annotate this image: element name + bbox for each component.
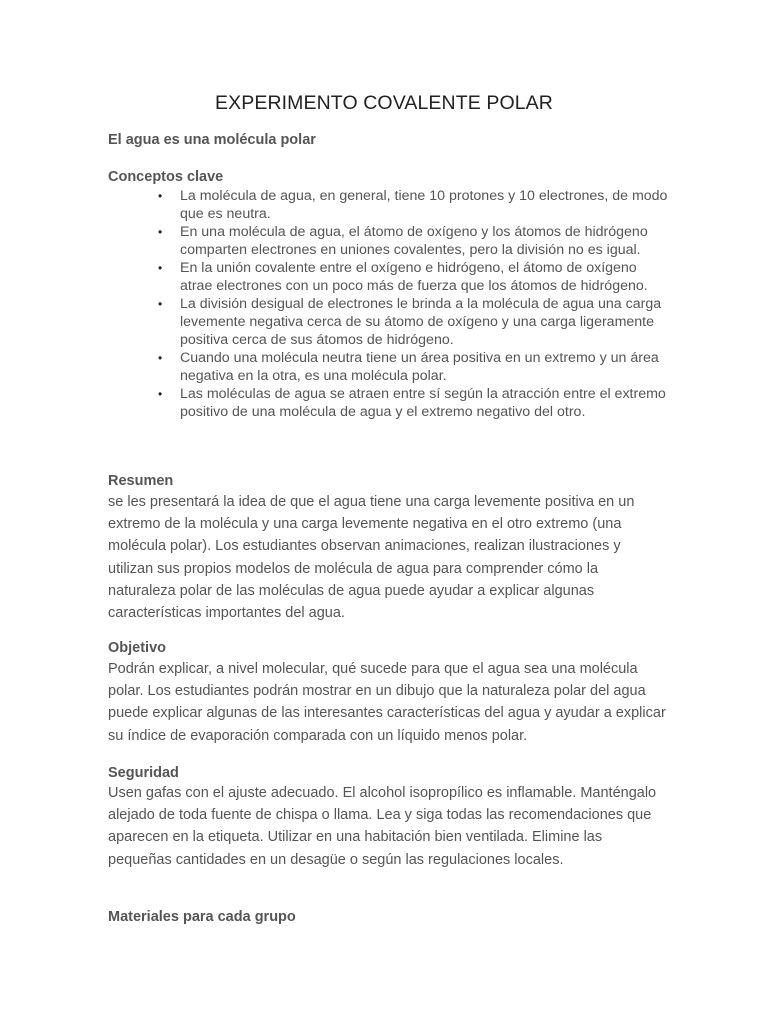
concept-text: Las moléculas de agua se atraen entre sí según la atracción entre el extremo positivo de una molécula de agua y el extremo negativo del otro. (180, 386, 666, 420)
bullet-dot: • (158, 351, 163, 365)
concept-text: Cuando una molécula neutra tiene un área positiva en un extremo y un área negativa en la otra, es una molécula polar. (180, 350, 659, 384)
concept-text: La molécula de agua, en general, tiene 10 protones y 10 electrones, de modo que es neutra. (180, 188, 668, 222)
concept-text: La división desigual de electrones le brinda a la molécula de agua una carga levemente negativa cerca de su átomo de oxígeno y una carga ligeramente positiva cerca de sus átomos de hidrógeno. (180, 296, 662, 348)
bullet-dot: • (158, 297, 163, 311)
objetivo-paragraph: Podrán explicar, a nivel molecular, qué sucede para que el agua sea una molécula polar. Los estudiantes podrán mostrar en un dibujo que la naturaleza polar del agua puede explicar algunas de las interesantes características del agua y ayudar a explicar su índice de evaporación comparada con un líquido menos polar. (108, 661, 666, 744)
seguridad-heading: Seguridad (108, 765, 179, 781)
subtitle-heading: El agua es una molécula polar (108, 132, 316, 148)
concept-item (108, 223, 668, 259)
seguridad-paragraph: Usen gafas con el ajuste adecuado. El alcohol isopropílico es inflamable. Manténgalo alejado de toda fuente de chispa o llama. Lea y siga todas las recomendaciones que aparecen en la etiqueta. Utilizar en una habitación bien ventilada. Elimine las pequeñas cantidades en un desagüe o según las regulaciones locales. (108, 785, 657, 868)
concept-item (108, 295, 668, 349)
objetivo-heading: Objetivo (108, 640, 167, 656)
concept-text: En una molécula de agua, el átomo de oxígeno y los átomos de hidrógeno comparten electrones en uniones covalentes, pero la división no es igual. (180, 224, 648, 258)
concepts-list (108, 187, 668, 421)
concept-text: En la unión covalente entre el oxígeno e hidrógeno, el átomo de oxígeno atrae electrones con un poco más de fuerza que los átomos de hidrógeno. (180, 260, 648, 294)
concept-item (108, 187, 668, 223)
concepts-heading: Conceptos clave (108, 169, 224, 185)
concept-item (108, 385, 668, 421)
concept-item (108, 259, 668, 295)
resumen-paragraph: se les presentará la idea de que el agua tiene una carga levemente positiva en un extremo de la molécula y una carga levemente negativa en el otro extremo (una molécula polar). Los estudiantes observan animaciones, realizan ilustraciones y utilizan sus propios modelos de molécula de agua para comprender cómo la naturaleza polar de las moléculas de agua puede ayudar a explicar algunas características importantes del agua. (108, 494, 635, 622)
resumen-heading: Resumen (108, 473, 174, 489)
materiales-heading: Materiales para cada grupo (108, 909, 296, 925)
concept-item (108, 349, 668, 385)
bullet-dot: • (158, 189, 163, 203)
bullet-dot: • (158, 261, 163, 275)
document-title: EXPERIMENTO COVALENTE POLAR (215, 92, 553, 114)
bullet-dot: • (158, 387, 163, 401)
bullet-dot: • (158, 225, 163, 239)
